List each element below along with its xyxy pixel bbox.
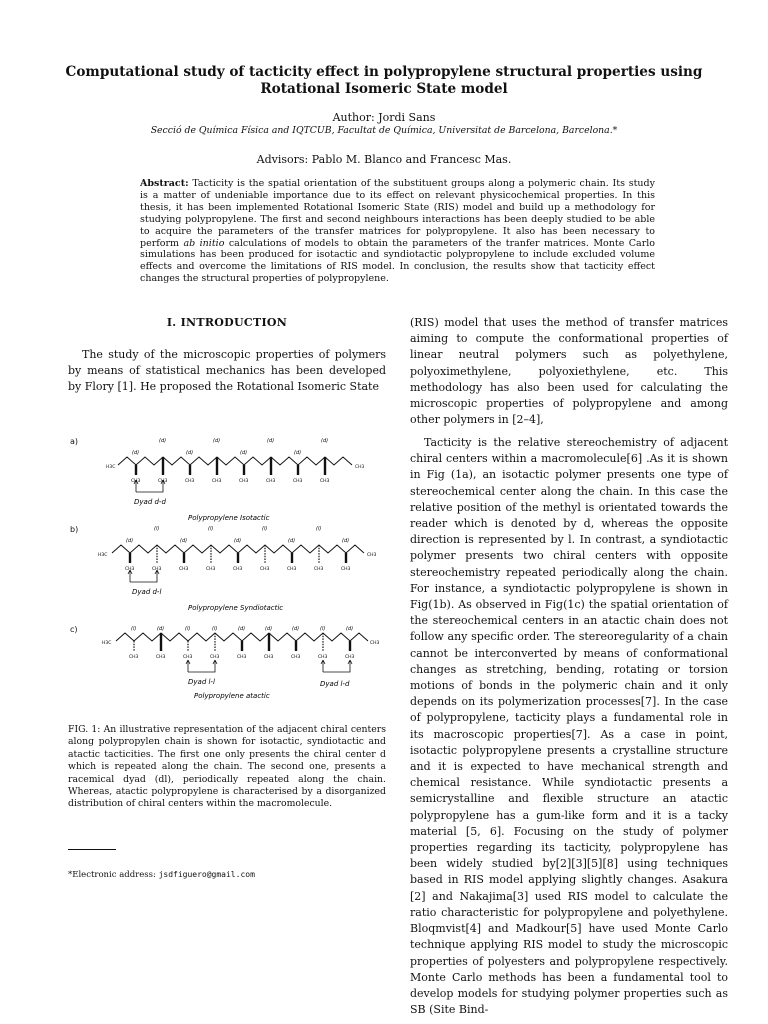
ch3-b-4: CH3 [206, 567, 216, 572]
ch3-b-3: CH3 [179, 567, 189, 572]
panel-b-label: b) [70, 525, 79, 534]
tag-c-4: (l) [212, 626, 218, 632]
tag-b-4: (l) [208, 526, 214, 532]
ch3-c-4: CH3 [210, 655, 220, 660]
right-paragraph-1: (RIS) model that uses the method of transfer matrices aiming to compute the conformational properties of linear neutral polymers such as polyethylene, polyoximethylene, polyoxiethylene, etc. This methodology has also been used for calculating the microscopic properties of polypropylene and among other polymers in [2–4], [410, 316, 728, 427]
ch3-a-4: CH3 [212, 479, 222, 484]
ch3-c-7: CH3 [291, 655, 301, 660]
h3c-label-b: H3C [98, 553, 108, 558]
tag-c-9: (d) [346, 626, 354, 632]
tag-a-2: (d) [159, 438, 167, 444]
abstract-text-2: calculations of models to obtain the parameters of the tranfer matrices. Monte Carlo simulations has been produced for isotactic and syndiotactic polypropylene to include excluded volume effects and overcome the limitations of RIS model. In conclusion, the results show that tacticity effect changes the structural properties of polypropylene. [140, 237, 655, 285]
tag-c-6: (d) [265, 626, 273, 632]
tag-c-2: (d) [157, 626, 165, 632]
right-paragraph-2: Tacticity is the relative stereochemistry of adjacent chiral centers within a macromolecule[6] .As it is shown in Fig (1a), an isotactic polymer presents one type of stereochemical center along the chain. In this case the relative position of the methyl is orientated towards the reader which is denoted by d, whereas the opposite direction is represented by l. In contrast, a syndiotactic polymer presents two chiral centers with opposite stereochemistry repeated periodically along the chain. For instance, a syndiotactic polypropylene is shown in Fig(1b). As observed in Fig(1c) the spatial orientation of the stereochemical centers in an atactic chain does not follow any specific order. The stereoregularity of a chain cannot be interconverted by means of conformational changes as stretching, bending, rotating or torsion motions of bonds in the polymeric chain and it only depends on its polymerization processes[7]. In the case of polypropylene, tacticity plays a fundamental role in its macroscopic properties[7]. As a case in point, isotactic polypropylene presents a crystalline structure and it is expected to have mechanical strength and chemical resistance. While syndiotactic presents a semicrystalline and flexible structure an atactic polypropylene has a gum-like form and it is a tacky material [5, 6]. Focusing on the study of polymer properties regarding its tacticity, polypropylene has been widely studied by[2][3][5][8] using techniques based in RIS model applying slightly changes. Asakura [2] and Nakajima[3] used RIS model to calculate the ratio characteristic for polypropylene and polyethylene. Bloqmvist[4] and Madkour[5] have used Monte Carlo technique applying RIS model to study the microscopic properties of polyesters and polypropylene respectively. Monte Carlo methods has been a fundamental tool to develop models for studying polymer properties such as SB (Site Bind- [410, 436, 728, 1017]
ch3-c-5: CH3 [237, 655, 247, 660]
chain-a [118, 457, 352, 465]
tag-b-8: (l) [316, 526, 322, 532]
ch3-b-1: CH3 [125, 567, 135, 572]
ch3-b-5: CH3 [233, 567, 243, 572]
ch3-a-5: CH3 [239, 479, 249, 484]
panel-a-caption: Polypropylene Isotactic [188, 514, 270, 522]
tag-b-7: (d) [288, 538, 296, 544]
dyad-label-b: Dyad d-l [132, 588, 162, 596]
ch3-labels-b [125, 566, 351, 572]
ch3-c-9: CH3 [345, 655, 355, 660]
abstract-label: Abstract: [140, 178, 189, 189]
footnote-label: *Electronic address: [68, 870, 159, 880]
tag-c-3: (l) [185, 626, 191, 632]
tag-b-6: (l) [262, 526, 268, 532]
ch3-c-1: CH3 [129, 655, 139, 660]
ch3-labels-a [131, 478, 330, 484]
panel-c-caption: Polypropylene atactic [194, 692, 270, 700]
h3c-label-c: H3C [102, 641, 112, 646]
tag-a-4: (d) [213, 438, 221, 444]
ch3-a-6: CH3 [266, 479, 276, 484]
tag-c-5: (d) [238, 626, 246, 632]
methyl-groups-a [136, 457, 325, 475]
tag-a-5: (d) [240, 450, 248, 456]
chain-c [116, 633, 368, 641]
tag-b-2: (l) [154, 526, 160, 532]
ch3-a-2: CH3 [158, 479, 168, 484]
ch3-labels-c [129, 654, 355, 660]
chain-b [112, 545, 364, 553]
paper-title: Computational study of tacticity effect in polypropylene structural properties using Rotational Isomeric State model [65, 64, 703, 97]
tag-c-7: (d) [292, 626, 300, 632]
ch3-b-7: CH3 [287, 567, 297, 572]
tag-b-3: (d) [180, 538, 188, 544]
panel-a-label: a) [70, 437, 79, 446]
tags-a [132, 438, 328, 456]
abstract-text-1: Tacticity is the spatial orientation of the substituent groups along a polymeric chain. Its study is a matter of undeniable importance due to its effect on relevant physicochemical properties. In this thesis, it has been implemented Rotational Isomeric State (RIS) model and build up a methodology for studying polypropylene. The first and second neighbours interactions has been deeply studied to be able to acquire the parameters of the transfer matrices for polypropylene. It also has been necessary to perform [140, 178, 655, 249]
tag-c-8: (l) [320, 626, 326, 632]
tag-a-3: (d) [186, 450, 194, 456]
tag-c-1: (l) [131, 626, 137, 632]
panel-c-label: c) [70, 625, 78, 634]
ch3-a-7: CH3 [293, 479, 303, 484]
tag-a-1: (d) [132, 450, 140, 456]
tags-c [131, 626, 353, 632]
abstract [140, 178, 655, 285]
ch3-end-a: CH3 [355, 465, 365, 470]
figure-caption: FIG. 1: An illustrative representation of the adjacent chiral centers along polypropylen chain is shown for isotactic, syndiotactic and atactic tacticities. The first one only presents the chiral center d which is repeated along the chain. The second one, presents a racemical dyad (dl), periodically repeated along the chain. Whereas, atactic polypropylene is characterised by a disorganized distribution of chiral centers within the macromolecule. [68, 724, 386, 810]
ch3-end-b: CH3 [367, 553, 377, 558]
ch3-b-8: CH3 [314, 567, 324, 572]
tacticity-figure [68, 432, 388, 704]
methyl-groups-b [130, 545, 346, 563]
author-line: Author: Jordi Sans [332, 111, 436, 124]
ch3-b-6: CH3 [260, 567, 270, 572]
tag-a-6: (d) [267, 438, 275, 444]
ch3-a-8: CH3 [320, 479, 330, 484]
h3c-label-a: H3C [106, 465, 116, 470]
ch3-c-3: CH3 [183, 655, 193, 660]
methyl-groups-c [134, 633, 350, 651]
footnote-rule [68, 849, 116, 850]
tag-a-8: (d) [321, 438, 329, 444]
advisors-line: Advisors: Pablo M. Blanco and Francesc Mas. [256, 153, 512, 166]
dyad-label-a: Dyad d-d [134, 498, 166, 506]
ch3-c-6: CH3 [264, 655, 274, 660]
dyad-bracket-c1 [186, 660, 217, 672]
ch3-b-2: CH3 [152, 567, 162, 572]
tags-b [126, 526, 349, 544]
ch3-a-1: CH3 [131, 479, 141, 484]
footnote-email[interactable]: jsdfiguero@gmail.com [158, 870, 255, 879]
ch3-c-2: CH3 [156, 655, 166, 660]
ch3-end-c: CH3 [370, 641, 380, 646]
ch3-c-8: CH3 [318, 655, 328, 660]
dyad-label-c2: Dyad l-d [320, 680, 350, 688]
footnote [68, 870, 255, 880]
tag-b-5: (d) [234, 538, 242, 544]
tag-a-7: (d) [294, 450, 302, 456]
ch3-a-3: CH3 [185, 479, 195, 484]
dyad-label-c1: Dyad l-l [188, 678, 215, 686]
tag-b-1: (d) [126, 538, 134, 544]
intro-paragraph: The study of the microscopic properties of polymers by means of statistical mechanics has been developed by Flory [1]. He proposed the Rotational Isomeric State [68, 348, 386, 394]
affiliation-line: Secció de Química Física and IQTCUB, Facultat de Química, Universitat de Barcelona, Barcelona.* [150, 125, 618, 136]
dyad-bracket-c2 [321, 660, 352, 672]
tag-b-9: (d) [342, 538, 350, 544]
section-heading: I. INTRODUCTION [166, 316, 288, 329]
ch3-b-9: CH3 [341, 567, 351, 572]
abstract-italic: ab initio [183, 237, 225, 249]
panel-b-caption: Polypropylene Syndiotactic [188, 604, 284, 612]
